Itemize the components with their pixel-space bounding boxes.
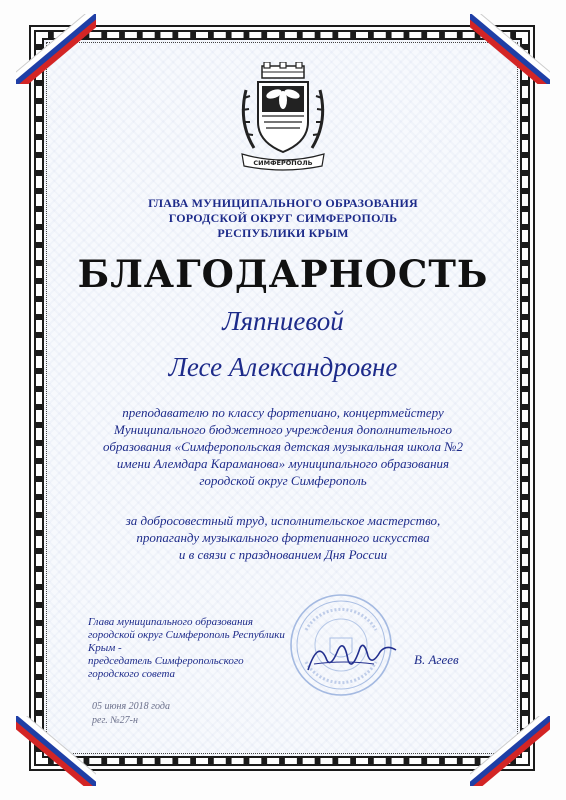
reason-line-3: и в связи с празднованием Дня России [178, 547, 388, 562]
flag-ribbon-top-right [470, 14, 550, 84]
signatory-line-1: Глава муниципального образования [88, 616, 254, 628]
header-line-2: ГОРОДСКОЙ ОКРУГ СИМФЕРОПОЛЬ [168, 211, 398, 225]
flag-ribbon-top-left [16, 14, 96, 84]
position-line-4: имени Алемдара Караманова» муниципального образования [116, 456, 450, 471]
recipient-given-names: Лесе Александровне [168, 352, 398, 382]
flag-ribbon-bottom-right [470, 716, 550, 786]
handwritten-signature [304, 630, 404, 680]
header-line-3: РЕСПУБЛИКИ КРЫМ [217, 226, 349, 240]
recipient-position [80, 404, 486, 489]
emblem-city-label: СИМФЕРОПОЛЬ [253, 159, 313, 167]
issuer-header [70, 196, 496, 241]
recipient-surname: Ляпниевой [222, 306, 344, 336]
signatory-line-3: председатель Симферопольского [88, 655, 244, 667]
reason-line-1: за добросовестный труд, исполнительское мастерство, [125, 513, 441, 528]
position-line-3: образования «Симферопольская детская музыкальная школа №2 [103, 439, 463, 454]
award-reason [80, 512, 486, 563]
issue-date: 05 июня 2018 года [92, 701, 170, 712]
position-line-5: городской округ Симферополь [199, 473, 367, 488]
reason-line-2: пропаганду музыкального фортепианного искусства [136, 530, 430, 545]
document-title: БЛАГОДАРНОСТЬ [77, 252, 489, 296]
signatory-title [88, 616, 308, 681]
header-line-1: ГЛАВА МУНИЦИПАЛЬНОГО ОБРАЗОВАНИЯ [148, 196, 418, 210]
signatory-line-4: городского совета [88, 668, 176, 680]
simferopol-coat-of-arms-emblem [236, 62, 330, 172]
position-line-2: Муниципального бюджетного учреждения дополнительного [114, 422, 452, 437]
position-line-1: преподавателю по классу фортепиано, концертмейстеру [122, 405, 444, 420]
flag-ribbon-bottom-left [16, 716, 96, 786]
issue-info [92, 700, 170, 728]
registration-number: рег. №27-н [92, 715, 138, 726]
signatory-name: В. Агеев [414, 652, 459, 667]
signatory-line-2: городской округ Симферополь Республики Крым - [88, 629, 285, 654]
